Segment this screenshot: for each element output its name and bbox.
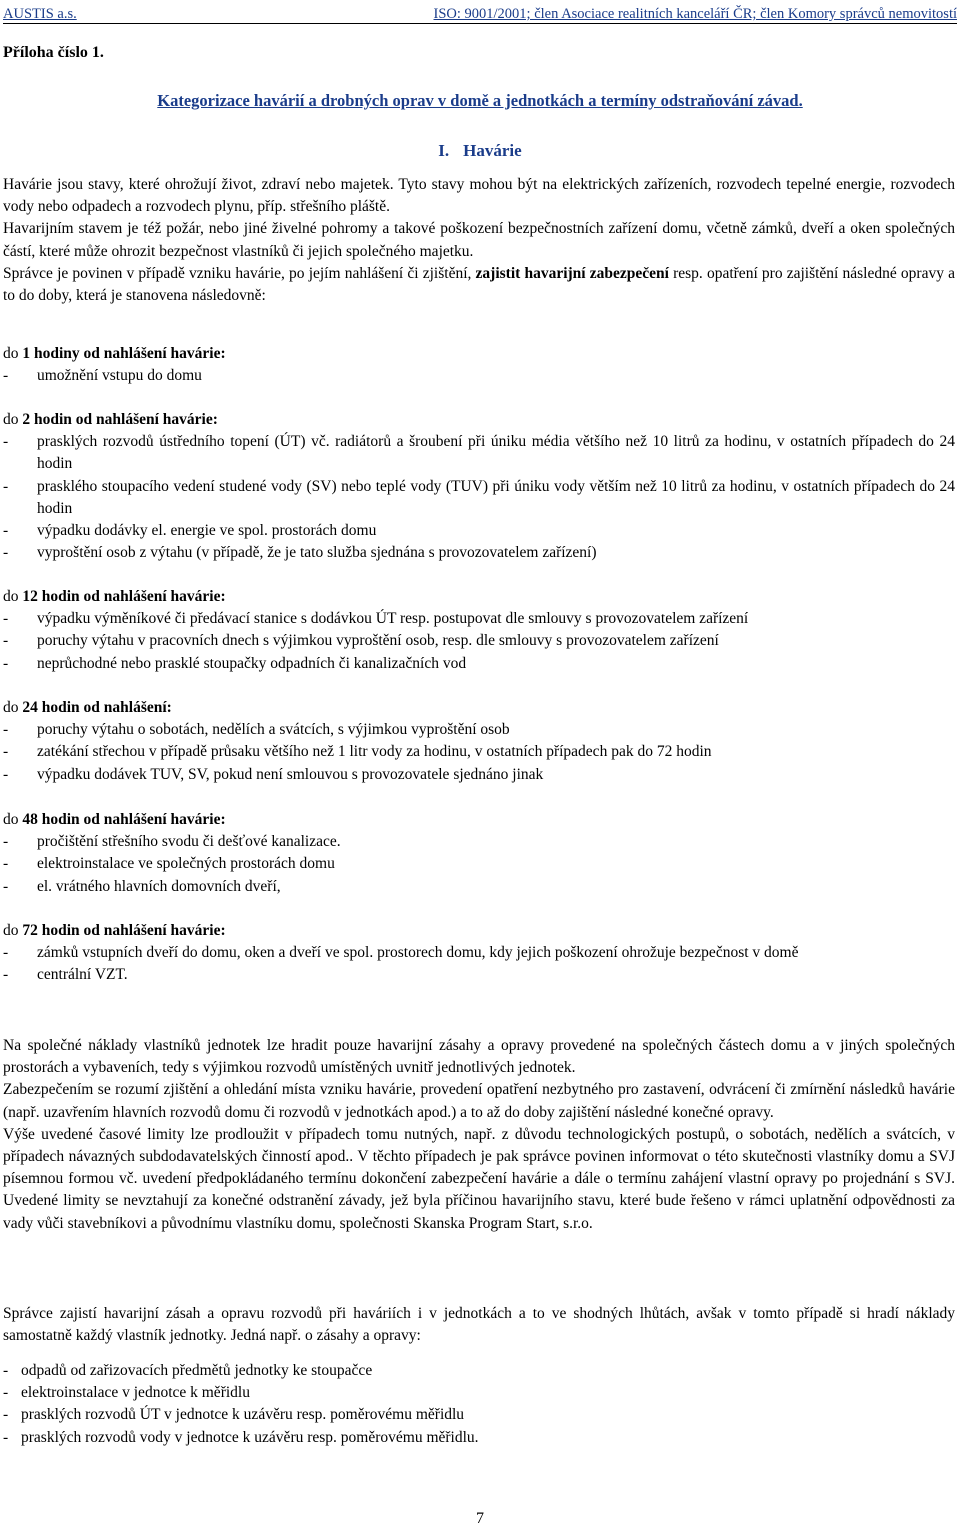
- deadline-group-2h: [3, 409, 955, 564]
- group-heading: do 48 hodin od nahlášení havárie:: [3, 811, 226, 828]
- list-item: - zámků vstupních dveří do domu, oken a dveří ve spol. prostorech domu, kdy jejich poškození ohrožuje bezpečnost v domě: [3, 942, 955, 964]
- list-item: - odpadů od zařizovacích předmětů jednotky ke stoupačce: [3, 1360, 955, 1382]
- group-heading: do 12 hodin od nahlášení havárie:: [3, 588, 226, 605]
- annex-label: Příloha číslo 1.: [3, 44, 104, 61]
- page-number: 7: [476, 1510, 484, 1527]
- owners-list-block: [3, 1360, 955, 1449]
- intro-block: [3, 174, 955, 307]
- list-item: - elektroinstalace v jednotce k měřidlu: [3, 1382, 955, 1404]
- deadline-group-72h: [3, 920, 955, 987]
- document-title: Kategorizace havárií a drobných oprav v domě a jednotkách a termíny odstraňování závad.: [157, 91, 803, 110]
- deadline-group-12h: [3, 586, 955, 675]
- intro-paragraph-2: Havarijním stavem je též požár, nebo jiné živelné pohromy a takové poškození bezpečnostních zařízení domu, včetně zámků, dveří a oken společných částí, které může ohrozit bezpečnost vlastníků či jejich společného majetku.: [3, 220, 955, 260]
- costs-paragraph-1: Na společné náklady vlastníků jednotek lze hradit pouze havarijní zásahy a opravy provedené na společných částech domu a v jiných společných prostorách a vybaveních, tedy s výjimkou rozvodů umístěných uvnitř jednotlivých jednotek.: [3, 1037, 955, 1077]
- list-item: - prasklého stoupacího vedení studené vody (SV) nebo teplé vody (TUV) při úniku vody větším než 10 litrů za hodinu, v ostatních případech do 24 hodin: [3, 476, 955, 520]
- owners-paragraph: Správce zajistí havarijní zásah a opravu rozvodů při haváriích i v jednotkách a to ve shodných lhůtách, avšak v tomto případě si hradí náklady samostatně každý vlastník jednotky. Jedná např. o zásahy a opravy:: [3, 1305, 955, 1345]
- company-name: AUSTIS a.s.: [3, 6, 77, 22]
- list-item: - poruchy výtahu v pracovních dnech s výjimkou vyproštění osob, resp. dle smlouvy s provozovatelem zařízení: [3, 630, 955, 652]
- group-heading: do 2 hodin od nahlášení havárie:: [3, 411, 218, 428]
- intro-p3-bold: zajistit havarijní zabezpečení: [475, 264, 669, 282]
- group-list: [3, 431, 955, 564]
- group-list: [3, 719, 955, 786]
- list-item: - vyproštění osob z výtahu (v případě, že je tato služba sjednána s provozovatelem zařízení): [3, 542, 955, 564]
- section-name: Havárie: [463, 141, 522, 160]
- list-item: - umožnění vstupu do domu: [3, 365, 955, 387]
- list-item: - prasklých rozvodů vody v jednotce k uzávěru resp. poměrovému měřidlu.: [3, 1427, 955, 1449]
- intro-paragraph-1: Havárie jsou stavy, které ohrožují život, zdraví nebo majetek. Tyto stavy mohou být na elektrických zařízeních, rozvodech tepelné energie, rozvodech vody nebo odpadech a rozvodech plynu, příp. střešního pláště.: [3, 176, 955, 216]
- page-header: [3, 3, 957, 24]
- group-list: [3, 942, 955, 986]
- costs-paragraph-3: Výše uvedené časové limity lze prodloužit v případech tomu nutných, např. z důvodu technologických postupů, o sobotách, nedělích a svátcích, v případech návazných subdodavatelských činností apod.. V těchto případech je pak správce povinen informovat o této skutečnosti vlastníky domu a SVJ písemnou formou vč. uvedení předpokládaného termínu dokončení zabezpečení havárie a dále o termínu zahájení vlastní opravy po projednání s SVJ. Uvedené limity se nevztahují za konečné odstranění závady, jež byla příčinou havarijního stavu, které bude řešeno v rámci uplatnění odpovědnosti za vady vůči stavebníkovi a původnímu vlastníku domu, společnosti Skanska Program Start, s.r.o.: [3, 1125, 955, 1232]
- deadline-group-48h: [3, 809, 955, 898]
- list-item: - výpadku výměníkové či předávací stanice s dodávkou ÚT resp. postupovat dle smlouvy s provozovatelem zařízení: [3, 608, 955, 630]
- group-heading: do 1 hodiny od nahlášení havárie:: [3, 345, 226, 362]
- list-item: - prasklých rozvodů ústředního topení (ÚT) vč. radiátorů a šroubení při úniku média většího než 10 litrů za hodinu, v ostatních případech do 24 hodin: [3, 431, 955, 475]
- list-item: - výpadku dodávky el. energie ve spol. prostorách domu: [3, 520, 955, 542]
- section-heading: [0, 140, 960, 162]
- group-list: [3, 608, 955, 675]
- deadline-group-1h: [3, 343, 955, 387]
- list-item: - poruchy výtahu o sobotách, nedělích a svátcích, s výjimkou vyproštění osob: [3, 719, 955, 741]
- group-heading: do 24 hodin od nahlášení:: [3, 699, 172, 716]
- owners-list: [3, 1360, 955, 1449]
- list-item: - pročištění střešního svodu či dešťové kanalizace.: [3, 831, 955, 853]
- costs-block: [3, 1035, 955, 1235]
- list-item: - výpadku dodávek TUV, SV, pokud není smlouvou s provozovatele sjednáno jinak: [3, 764, 955, 786]
- list-item: - centrální VZT.: [3, 964, 955, 986]
- group-list: [3, 831, 955, 898]
- list-item: - neprůchodné nebo prasklé stoupačky odpadních či kanalizačních vod: [3, 653, 955, 675]
- intro-p3-start: Správce je povinen v případě vzniku havárie, po jejím nahlášení či zjištění,: [3, 264, 476, 282]
- list-item: - zatékání střechou v případě průsaku většího než 1 litr vody za hodinu, v ostatních případech pak do 72 hodin: [3, 741, 955, 763]
- owners-block: [3, 1303, 955, 1347]
- group-list: [3, 365, 955, 387]
- list-item: - prasklých rozvodů ÚT v jednotce k uzávěru resp. poměrovému měřidlu: [3, 1404, 955, 1426]
- group-heading: do 72 hodin od nahlášení havárie:: [3, 922, 226, 939]
- section-number: I.: [438, 141, 450, 160]
- deadline-group-24h: [3, 697, 955, 786]
- certification-line: ISO: 9001/2001; člen Asociace realitních kanceláří ČR; člen Komory správců nemovitostí: [433, 6, 957, 22]
- list-item: - el. vrátného hlavních domovních dveří,: [3, 876, 955, 898]
- list-item: - elektroinstalace ve společných prostorách domu: [3, 853, 955, 875]
- intro-paragraph-3: [3, 263, 955, 307]
- costs-paragraph-2: Zabezpečením se rozumí zjištění a ohledání místa vzniku havárie, provedení opatření nezbytného pro zastavení, odvrácení či zmírnění následků havárie (např. uzavřením hlavních rozvodů domu či rozvodů v jednotkách apod.) a to až do doby zajištění následné konečné opravy.: [3, 1081, 955, 1121]
- intro-p3-end: resp. opatření pro zajištění následné opravy a to do doby, která je stanovena následovně:: [3, 264, 955, 305]
